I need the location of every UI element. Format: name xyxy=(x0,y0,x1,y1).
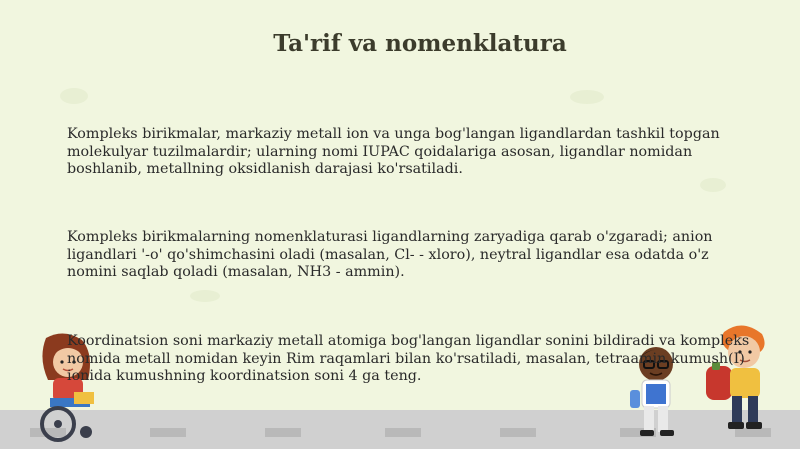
paragraph-nomenclature: Kompleks birikmalarning nomenklaturasi ligandlarning zaryadiga qarab o'zgaradi; anion ligandlari '-o' qo'shimchasini oladi (masalan, Cl- - xloro), neytral ligandlar esa odatda o'z nomini saqlab qoladi (masalan, NH3 - ammin). xyxy=(67,229,713,280)
background-bubble xyxy=(570,90,604,104)
background-bubble xyxy=(700,178,726,192)
paragraph-coordination-number: Koordinatsion soni markaziy metall atomiga bog'langan ligandlar sonini bildiradi va kompleks nomida metall nomidan keyin Rim raqamlari bilan ko'rsatiladi, masalan, tetraamin kumush(I) ionida kumushning koordinatsion soni 4 ga teng. xyxy=(67,333,750,384)
background-bubble xyxy=(60,88,88,104)
paragraph-definition: Kompleks birikmalar, markaziy metall ion va unga bog'langan ligandlardan tashkil topgan molekulyar tuzilmalardir; ularning nomi IUPAC qoidalariga asosan, ligandlar nomidan boshlanib, metallning oksidlanish darajasi ko'rsatiladi. xyxy=(67,126,720,177)
background-bubble xyxy=(190,290,220,302)
slide-title: Ta'rif va nomenklatura xyxy=(273,30,567,57)
